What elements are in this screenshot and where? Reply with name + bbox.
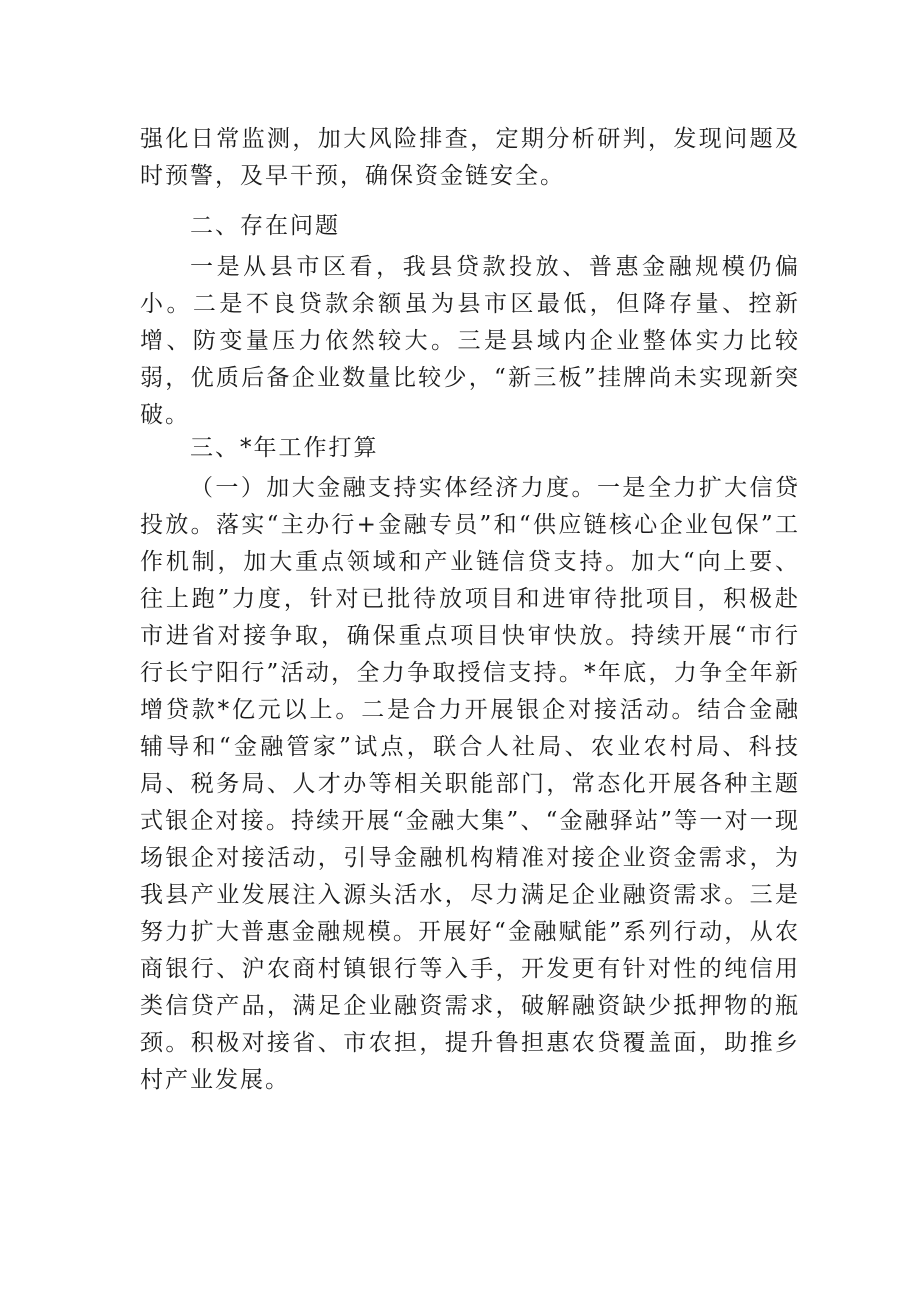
section-3-heading: 三、*年工作打算 [190, 435, 379, 461]
section-2-paragraph: 一是从县市区看，我县贷款投放、普惠金融规模仍偏小。二是不良贷款余额虽为县市区最低，但降存量、控新增、防变量压力依然较大。三是县域内企业整体实力比较弱，优质后备企业数量比较少，“新三板”挂牌尚未实现新突破。 [140, 254, 800, 428]
continuation-block [140, 121, 800, 195]
section-3-body-block [140, 470, 800, 1099]
section-2-heading: 二、存在问题 [190, 213, 340, 239]
section-2-body-block [140, 249, 800, 434]
continuation-paragraph: 强化日常监测，加大风险排查，定期分析研判，发现问题及时预警，及早干预，确保资金链安全。 [140, 126, 800, 189]
section-3-paragraph: （一）加大金融支持实体经济力度。一是全力扩大信贷投放。落实“主办行+金融专员”和“供应链核心企业包保”工作机制，加大重点领域和产业链信贷支持。加大“向上要、往上跑”力度，针对已批待放项目和进审待批项目，积极赴市进省对接争取，确保重点项目快审快放。持续开展“市行行长宁阳行”活动，全力争取授信支持。*年底，力争全年新增贷款*亿元以上。二是合力开展银企对接活动。结合金融辅导和“金融管家”试点，联合人社局、农业农村局、科技局、税务局、人才办等相关职能部门，常态化开展各种主题式银企对接。持续开展“金融大集”、“金融驿站”等一对一现场银企对接活动，引导金融机构精准对接企业资金需求，为我县产业发展注入源头活水，尽力满足企业融资需求。三是努力扩大普惠金融规模。开展好“金融赋能”系列行动，从农商银行、沪农商村镇银行等入手，开发更有针对性的纯信用类信贷产品，满足企业融资需求，破解融资缺少抵押物的瓶颈。积极对接省、市农担，提升鲁担惠农贷覆盖面，助推乡村产业发展。 [140, 475, 800, 1093]
section-2-heading-block [140, 208, 800, 245]
section-3-heading-block [140, 430, 800, 467]
